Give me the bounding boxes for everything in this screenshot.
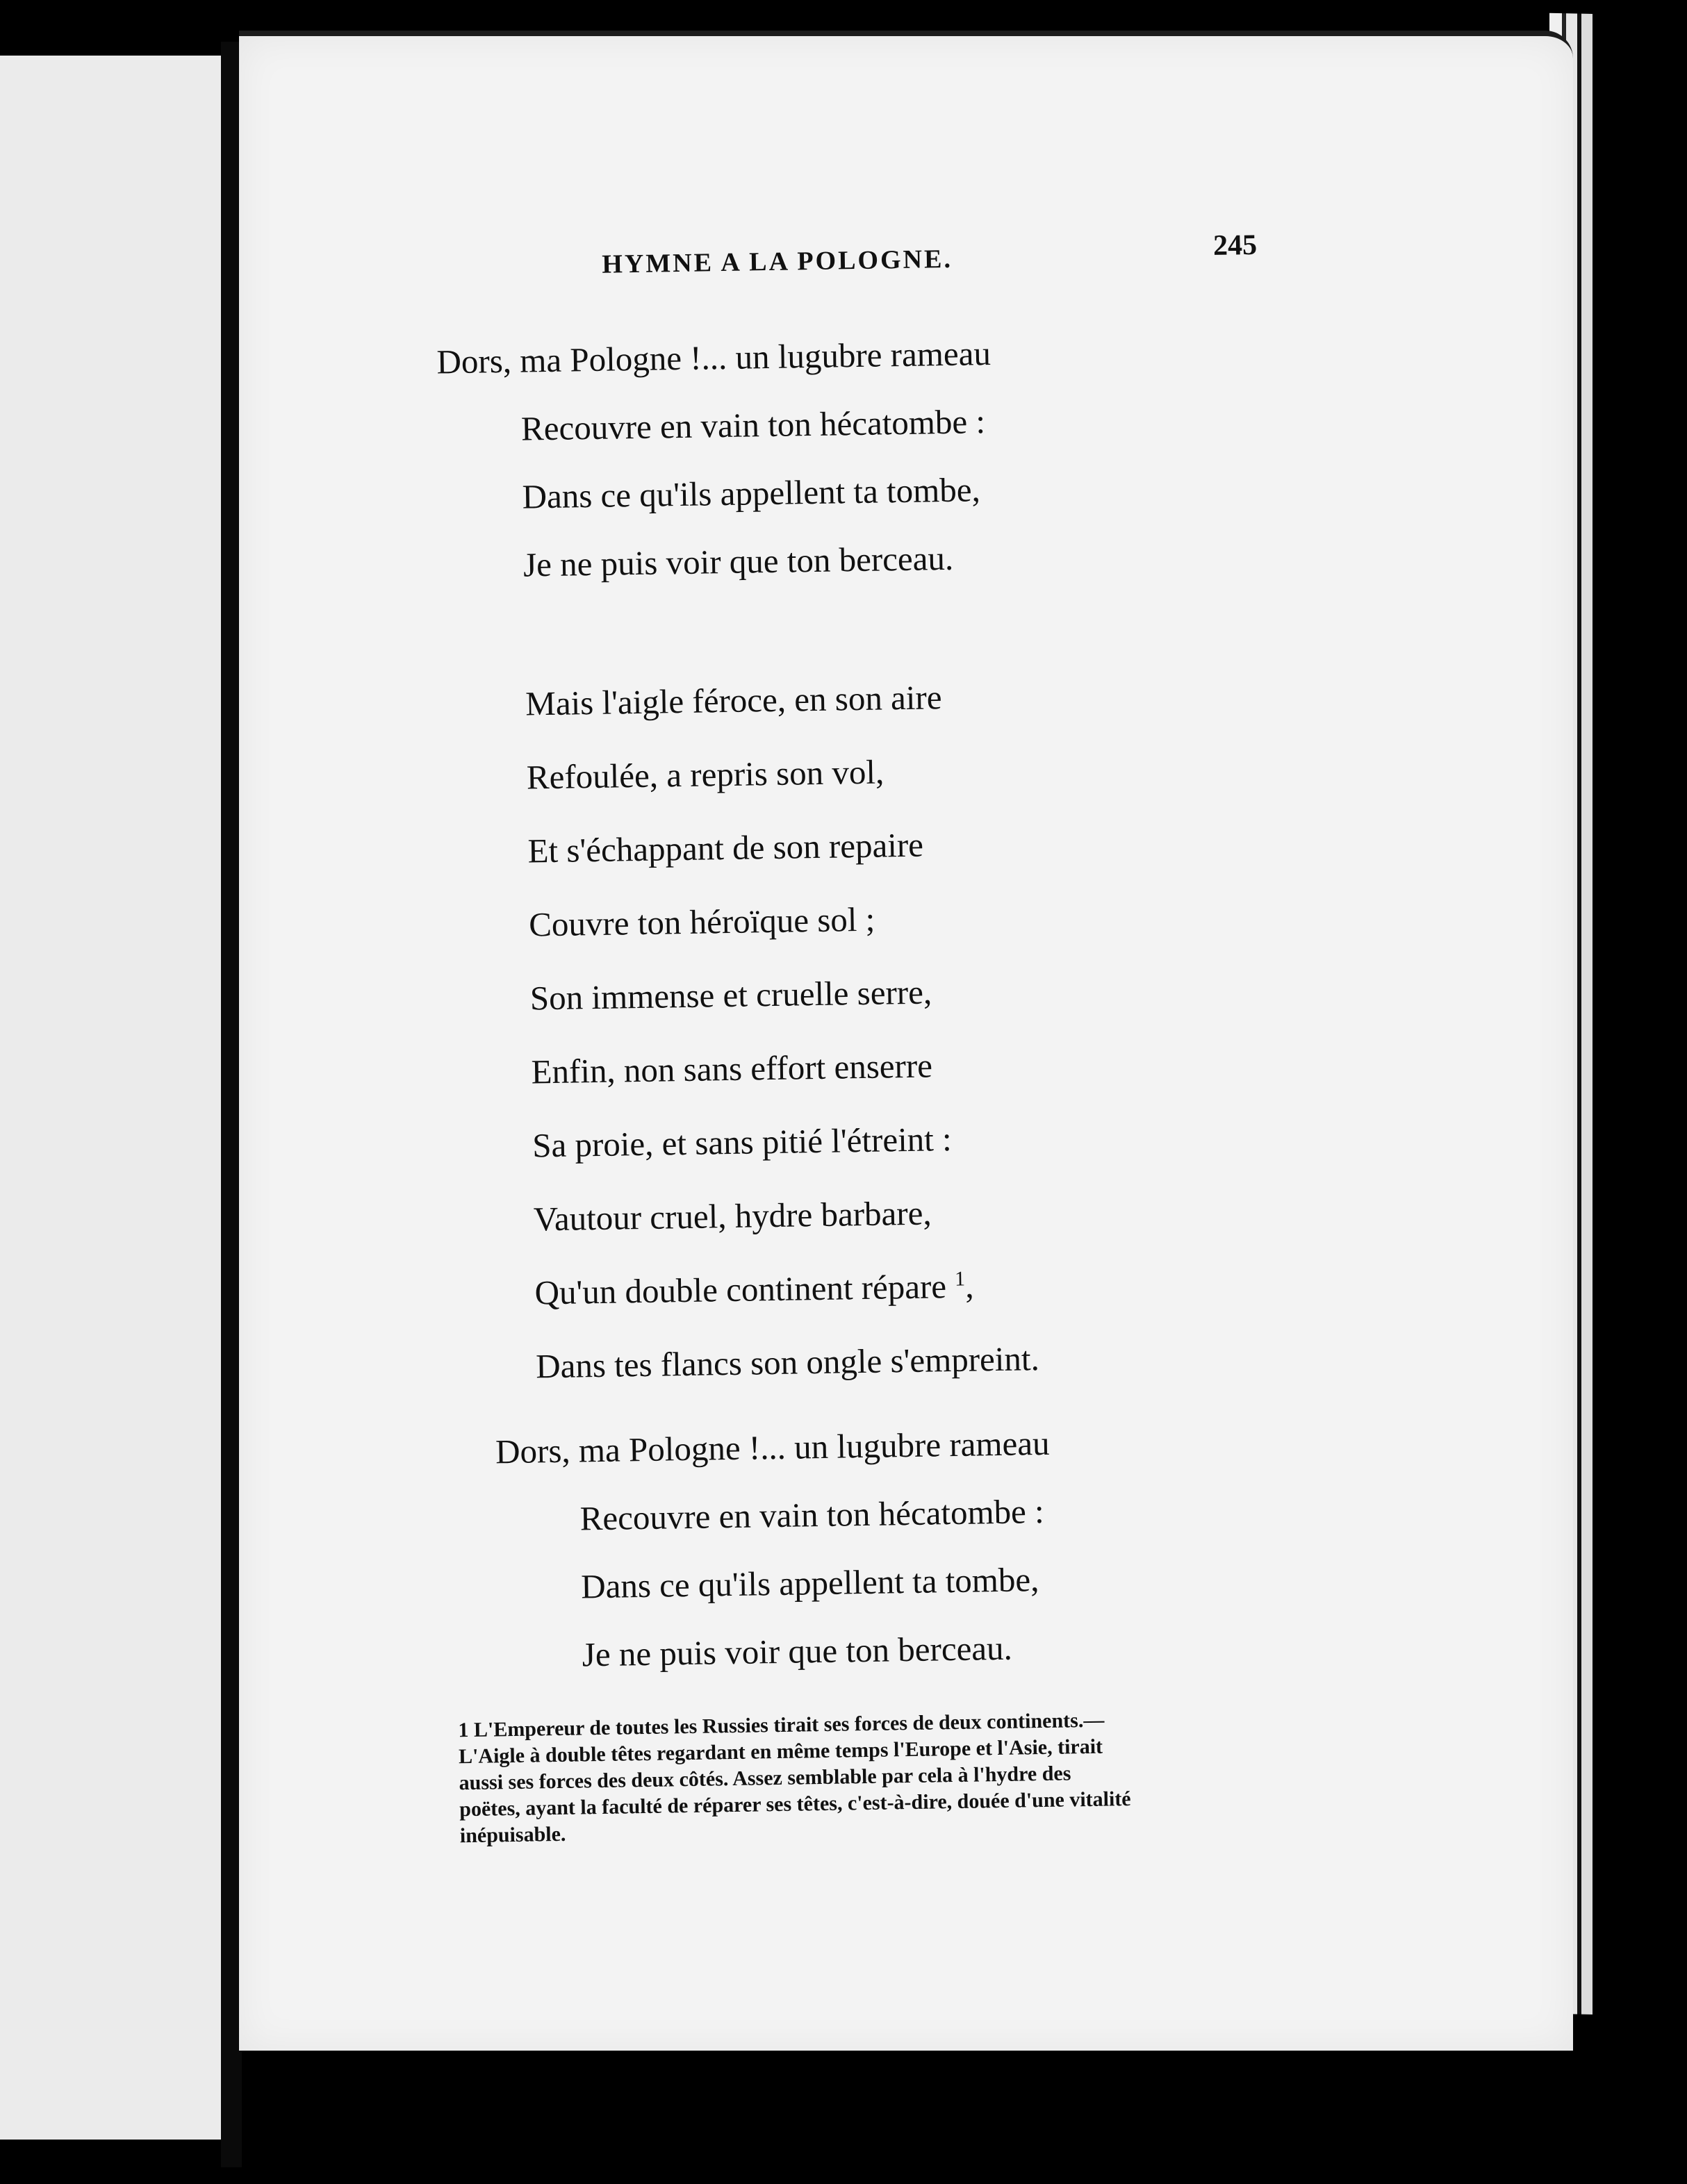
verse-line: Dors, ma Pologne !... un lugubre rameau — [436, 333, 991, 381]
page-number: 245 — [1212, 229, 1258, 262]
footnote — [458, 1703, 1363, 1849]
verse-line: Couvre ton héroïque sol ; — [528, 900, 875, 944]
verse-line: Je ne puis voir que ton berceau. — [522, 538, 954, 584]
verse-line-with-footnote: Qu'un double continent répare $^1$, — [534, 1266, 974, 1312]
footnote-line: L'Aigle à double têtes regardant en même temps l'Europe et l'Asie, tirait — [458, 1735, 1103, 1769]
page-content — [223, 26, 1588, 2061]
verse-line: Recouvre en vain ton hécatombe : — [579, 1491, 1045, 1538]
verse-line: Sa proie, et sans pitié l'étreint : — [532, 1119, 953, 1165]
footnote-line: aussi ses forces des deux côtés. Assez semblable par cela à l'hydre des — [459, 1762, 1071, 1795]
verse-line-text: Qu'un double continent répare — [534, 1267, 947, 1312]
verse-line: Dans tes flancs son ongle s'empreint. — [535, 1339, 1040, 1386]
book-page — [239, 31, 1573, 2051]
verse-line: Enfin, non sans effort enserre — [531, 1046, 933, 1091]
stanza-3 — [495, 1409, 1053, 1690]
stanza-2 — [525, 659, 1039, 1403]
verse-line: Vautour cruel, hydre barbare, — [533, 1193, 932, 1239]
verse-line: Dans ce qu'ils appellent ta tombe, — [522, 470, 981, 516]
footnote-line: 1 L'Empereur de toutes les Russies tirait ses forces de deux continents.— — [458, 1708, 1105, 1742]
verse-line: Dans ce qu'ils appellent ta tombe, — [580, 1560, 1039, 1606]
verse-line: Dors, ma Pologne !... un lugubre rameau — [495, 1423, 1050, 1471]
footnote-line: inépuisable. — [459, 1822, 566, 1848]
running-head: HYMNE A LA POLOGNE. — [602, 244, 953, 279]
verse-line: Je ne puis voir que ton berceau. — [582, 1628, 1013, 1674]
verse-line: Refoulée, a repris son vol, — [526, 752, 884, 797]
footnote-reference: 1 — [954, 1267, 966, 1291]
verse-line: Son immense et cruelle serre, — [529, 973, 932, 1018]
stanza-1 — [436, 320, 994, 600]
verse-line: Recouvre en vain ton hécatombe : — [520, 402, 986, 448]
footnote-line: poëtes, ayant la faculté de réparer ses têtes, c'est-à-dire, douée d'une vitalité — [459, 1787, 1131, 1821]
left-page-edge — [0, 56, 225, 2140]
verse-line: Mais l'aigle féroce, en son aire — [525, 678, 942, 723]
verse-line: Et s'échappant de son repaire — [527, 825, 924, 870]
